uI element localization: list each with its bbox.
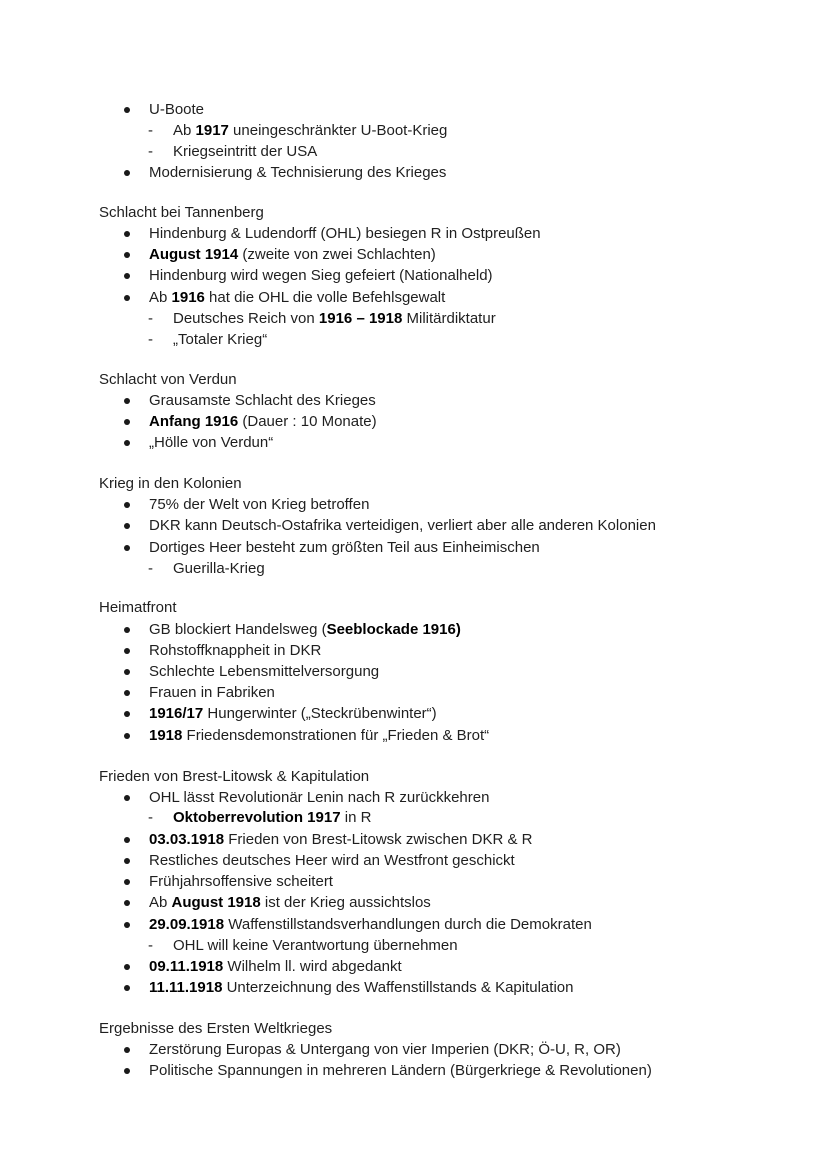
section-heading: Ergebnisse des Ersten Weltkrieges — [99, 1020, 333, 1037]
bullet-icon — [124, 252, 130, 258]
sub-list-item: Ab 1917 uneingeschränkter U-Boot-Krieg — [173, 122, 448, 139]
list-item: Ab 1916 hat die OHL die volle Befehlsgewalt — [149, 289, 446, 306]
bullet-icon — [124, 879, 130, 885]
bullet-icon — [124, 273, 130, 279]
sub-list-item: Guerilla-Krieg — [173, 560, 265, 577]
bullet-icon — [124, 231, 130, 237]
list-item: 1918 Friedensdemonstrationen für „Frieden & Brot“ — [149, 727, 490, 744]
list-item: 09.11.1918 Wilhelm ll. wird abgedankt — [149, 958, 402, 975]
bullet-icon — [124, 690, 130, 696]
list-item: Hindenburg & Ludendorff (OHL) besiegen R in Ostpreußen — [149, 225, 541, 242]
dash-marker: - — [148, 560, 153, 577]
sub-list-item: „Totaler Krieg“ — [173, 331, 268, 348]
bullet-icon — [124, 627, 130, 633]
list-item: 11.11.1918 Unterzeichnung des Waffenstillstands & Kapitulation — [149, 979, 574, 996]
bullet-icon — [124, 711, 130, 717]
list-item: 03.03.1918 Frieden von Brest-Litowsk zwischen DKR & R — [149, 831, 533, 848]
list-item: Rohstoffknappheit in DKR — [149, 642, 322, 659]
bullet-icon — [124, 107, 130, 113]
bullet-icon — [124, 502, 130, 508]
dash-marker: - — [148, 310, 153, 327]
list-item: U-Boote — [149, 101, 205, 118]
dash-marker: - — [148, 809, 153, 826]
bullet-icon — [124, 648, 130, 654]
bullet-icon — [124, 985, 130, 991]
list-item: Dortiges Heer besteht zum größten Teil aus Einheimischen — [149, 539, 540, 556]
bullet-icon — [124, 440, 130, 446]
bullet-icon — [124, 523, 130, 529]
list-item: Hindenburg wird wegen Sieg gefeiert (Nationalheld) — [149, 267, 493, 284]
list-item: Modernisierung & Technisierung des Krieges — [149, 164, 447, 181]
sub-list-item: Kriegseintritt der USA — [173, 143, 318, 160]
list-item: „Hölle von Verdun“ — [149, 434, 274, 451]
sub-list-item: Oktoberrevolution 1917 in R — [173, 809, 372, 826]
section-heading: Frieden von Brest-Litowsk & Kapitulation — [99, 768, 370, 785]
list-item: DKR kann Deutsch-Ostafrika verteidigen, verliert aber alle anderen Kolonien — [149, 517, 656, 534]
bullet-icon — [124, 795, 130, 801]
list-item: 29.09.1918 Waffenstillstandsverhandlungen durch die Demokraten — [149, 916, 592, 933]
sub-list-item: OHL will keine Verantwortung übernehmen — [173, 937, 458, 954]
dash-marker: - — [148, 122, 153, 139]
list-item: Schlechte Lebensmittelversorgung — [149, 663, 380, 680]
list-item: GB blockiert Handelsweg (Seeblockade 1916) — [149, 621, 461, 638]
section-heading: Schlacht bei Tannenberg — [99, 204, 264, 221]
bullet-icon — [124, 922, 130, 928]
bullet-icon — [124, 964, 130, 970]
section-heading: Schlacht von Verdun — [99, 371, 237, 388]
bullet-icon — [124, 858, 130, 864]
list-item: Anfang 1916 (Dauer : 10 Monate) — [149, 413, 377, 430]
section-heading: Krieg in den Kolonien — [99, 475, 242, 492]
bullet-icon — [124, 1068, 130, 1074]
list-item: Frühjahrsoffensive scheitert — [149, 873, 333, 890]
list-item: Restliches deutsches Heer wird an Westfront geschickt — [149, 852, 515, 869]
bullet-icon — [124, 900, 130, 906]
bullet-icon — [124, 545, 130, 551]
bullet-icon — [124, 170, 130, 176]
list-item: 75% der Welt von Krieg betroffen — [149, 496, 370, 513]
list-item: Frauen in Fabriken — [149, 684, 275, 701]
list-item: OHL lässt Revolutionär Lenin nach R zurückkehren — [149, 789, 490, 806]
dash-marker: - — [148, 331, 153, 348]
list-item: Ab August 1918 ist der Krieg aussichtslos — [149, 894, 431, 911]
bullet-icon — [124, 669, 130, 675]
list-item: 1916/17 Hungerwinter („Steckrübenwinter“) — [149, 705, 437, 722]
dash-marker: - — [148, 143, 153, 160]
bullet-icon — [124, 295, 130, 301]
bullet-icon — [124, 837, 130, 843]
list-item: Politische Spannungen in mehreren Ländern (Bürgerkriege & Revolutionen) — [149, 1062, 652, 1079]
list-item: August 1914 (zweite von zwei Schlachten) — [149, 246, 436, 263]
bullet-icon — [124, 419, 130, 425]
list-item: Grausamste Schlacht des Krieges — [149, 392, 376, 409]
dash-marker: - — [148, 937, 153, 954]
bullet-icon — [124, 398, 130, 404]
sub-list-item: Deutsches Reich von 1916 – 1918 Militärdiktatur — [173, 310, 496, 327]
list-item: Zerstörung Europas & Untergang von vier Imperien (DKR; Ö-U, R, OR) — [149, 1041, 621, 1058]
bullet-icon — [124, 733, 130, 739]
section-heading: Heimatfront — [99, 599, 177, 616]
bullet-icon — [124, 1047, 130, 1053]
